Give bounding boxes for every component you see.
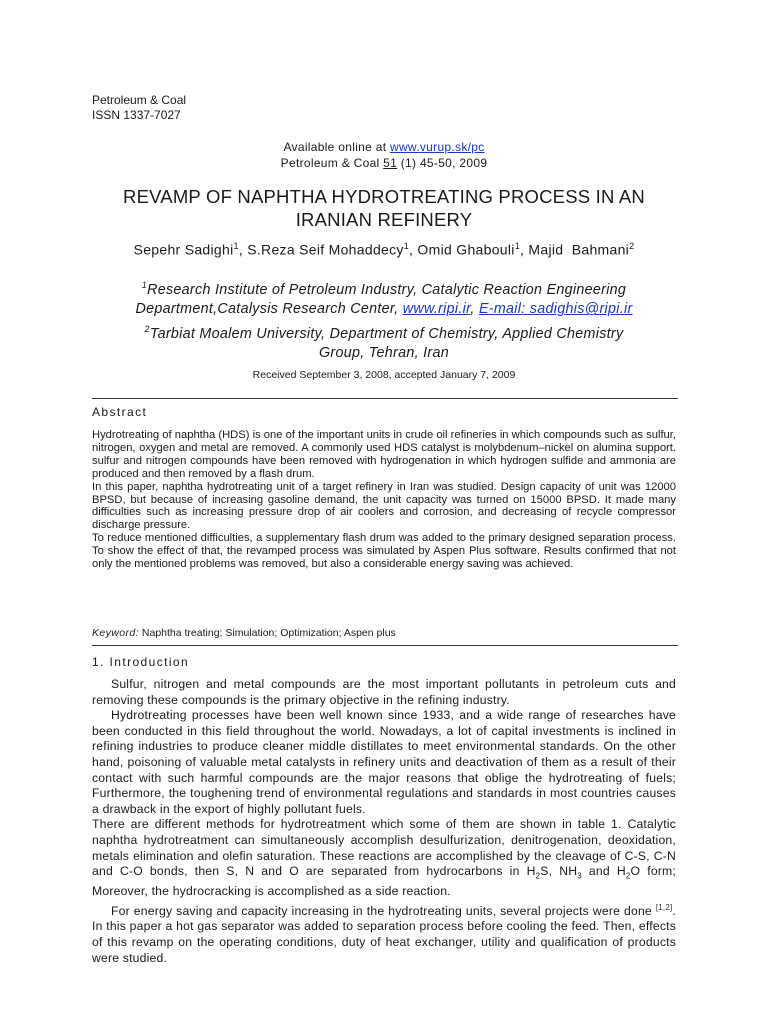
citation-issue-pages: (1) 45-50, 2009 — [400, 156, 488, 170]
abstract-heading: Abstract — [92, 405, 148, 419]
author-affiliation-mark: 2 — [629, 241, 635, 251]
affiliation-2-line-1: $^2$Tarbiat Moalem University, Department of Chemistry, Applied Chemistry — [144, 323, 624, 342]
author-affiliation-mark: 1 — [403, 241, 410, 251]
author-name: S.Reza Seif Mohaddecy — [247, 241, 404, 258]
author-list: Sepehr Sadighi$^1$, S.Reza Seif Mohaddecy$^1$, Omid Ghabouli$^1$, Majid Bahmani$^2$ — [133, 241, 635, 258]
citation-journal: Petroleum & Coal — [280, 156, 380, 170]
keywords-text: Naphtha treating; Simulation; Optimization; Aspen plus — [141, 627, 396, 639]
availability-prefix: Available online at — [283, 140, 387, 154]
journal-header — [92, 93, 186, 123]
title-line-2: IRANIAN REFINERY — [295, 209, 473, 230]
affiliation-1-line-2: Department,Catalysis Research Center, www.ripi.ir, E-mail: sadighis@ripi.ir — [135, 301, 633, 318]
abstract-paragraph: To reduce mentioned difficulties, a supplementary flash drum was added to the primary designed separation process. To show the effect of that, the revamped process was simulated by Aspen Plus software. Results confirmed that not only the mentioned problems was removed, but also a considerable energy saving was achieved. — [92, 532, 676, 571]
author-email-link[interactable]: E-mail: sadighis@ripi.ir — [478, 301, 633, 318]
journal-name: Petroleum & Coal — [92, 93, 187, 107]
affiliation-2-line-2: Group, Tehran, Iran — [319, 345, 449, 362]
institute-website-link[interactable]: www.ripi.ir — [402, 301, 471, 318]
keywords-label: Keyword: — [92, 627, 139, 639]
paper-title — [60, 185, 708, 231]
introduction-body — [92, 677, 676, 966]
title-line-1: REVAMP OF NAPHTHA HYDROTREATING PROCESS IN AN — [123, 186, 645, 207]
journal-url-link[interactable]: www.vurup.sk/pc — [390, 140, 485, 154]
author-name: Omid Ghabouli — [417, 241, 515, 258]
abstract-body — [92, 429, 676, 571]
affiliations — [80, 276, 688, 364]
keywords-line — [92, 627, 396, 639]
citation-volume: 51 — [383, 156, 398, 170]
author-affiliation-mark: 1 — [233, 241, 239, 251]
intro-paragraph-3: There are different methods for hydrotreatment which some of them are shown in table 1. Catalytic naphtha hydrotreatment can simultaneously accomplish desulfurization, denitrogenation, deoxidation, metals elimination and olefin saturation. These reactions are accomplished by the cleavage of C-S, C-N and C-O bonds, then S, N and O are separated from hydrocarbons in $H_2S$, $NH_3$ and $H_2O$ form; Moreover, the hydrocracking is accomplished as a side reaction. — [92, 817, 676, 899]
author-affiliation-mark: 1 — [514, 241, 521, 251]
journal-issn: ISSN 1337-7027 — [92, 108, 181, 122]
abstract-top-rule — [92, 398, 678, 399]
intro-paragraph-2: Hydrotreating processes have been well known since 1933, and a wide range of researches have been conducted in this field throughout the world. Nowadays, a lot of capital investments is inclined in refining industries to produce cleaner middle distillates to meet environmental standards. On the other hand, poisoning of valuable metal catalysts in refinery units and deactivation of them as a result of their contact with such harmful compounds are the major reasons that oblige the hydrotreating of fuels; Furthermore, the toughening trend of environmental regulations and standards in most countries causes a drawback in the export of highly pollutant fuels. — [92, 708, 676, 816]
keywords-bottom-rule — [92, 645, 678, 646]
intro-paragraph-1: Sulfur, nitrogen and metal compounds are the most important pollutants in petroleum cuts and removing these compounds is the primary objective in the refining industry. — [92, 677, 676, 707]
author-name: Majid Bahmani — [528, 241, 630, 258]
availability-block — [0, 139, 768, 171]
received-dates: Received September 3, 2008, accepted January 7, 2009 — [252, 369, 516, 381]
citation-reference[interactable]: [1,2] — [655, 902, 673, 912]
abstract-paragraph: In this paper, naphtha hydrotreating unit of a target refinery in Iran was studied. Design capacity of unit was 12000 BPSD, but because of increasing gasoline demand, the unit capacity was turned on 15000 BPSD. It made many difficulties such as increasing pressure drop of air coolers and corrosion, and decreasing of recycle compressor discharge pressure. — [92, 480, 676, 532]
intro-paragraph-4: For energy saving and capacity increasing in the hydrotreating units, several projects were done [1,2]. In this paper a hot gas separator was added to separation process before cooling the feed. Then, effects of this revamp on the operating conditions, duty of heat exchanger, utility and qualification of products were studied. — [92, 902, 676, 965]
author-name: Sepehr Sadighi — [133, 241, 234, 258]
affiliation-1-line-1: $^1$Research Institute of Petroleum Industry, Catalytic Reaction Engineering — [141, 280, 627, 298]
introduction-heading: 1. Introduction — [92, 655, 190, 669]
abstract-paragraph: Hydrotreating of naphtha (HDS) is one of the important units in crude oil refineries in which compounds such as sulfur, nitrogen, oxygen and metal are removed. A commonly used HDS catalyst is molybdenum–nickel on alumina support. sulfur and nitrogen compounds have been removed with hydrogenation in which hydrogen sulfide and ammonia are produced and then removed by a flash drum. — [92, 429, 676, 480]
